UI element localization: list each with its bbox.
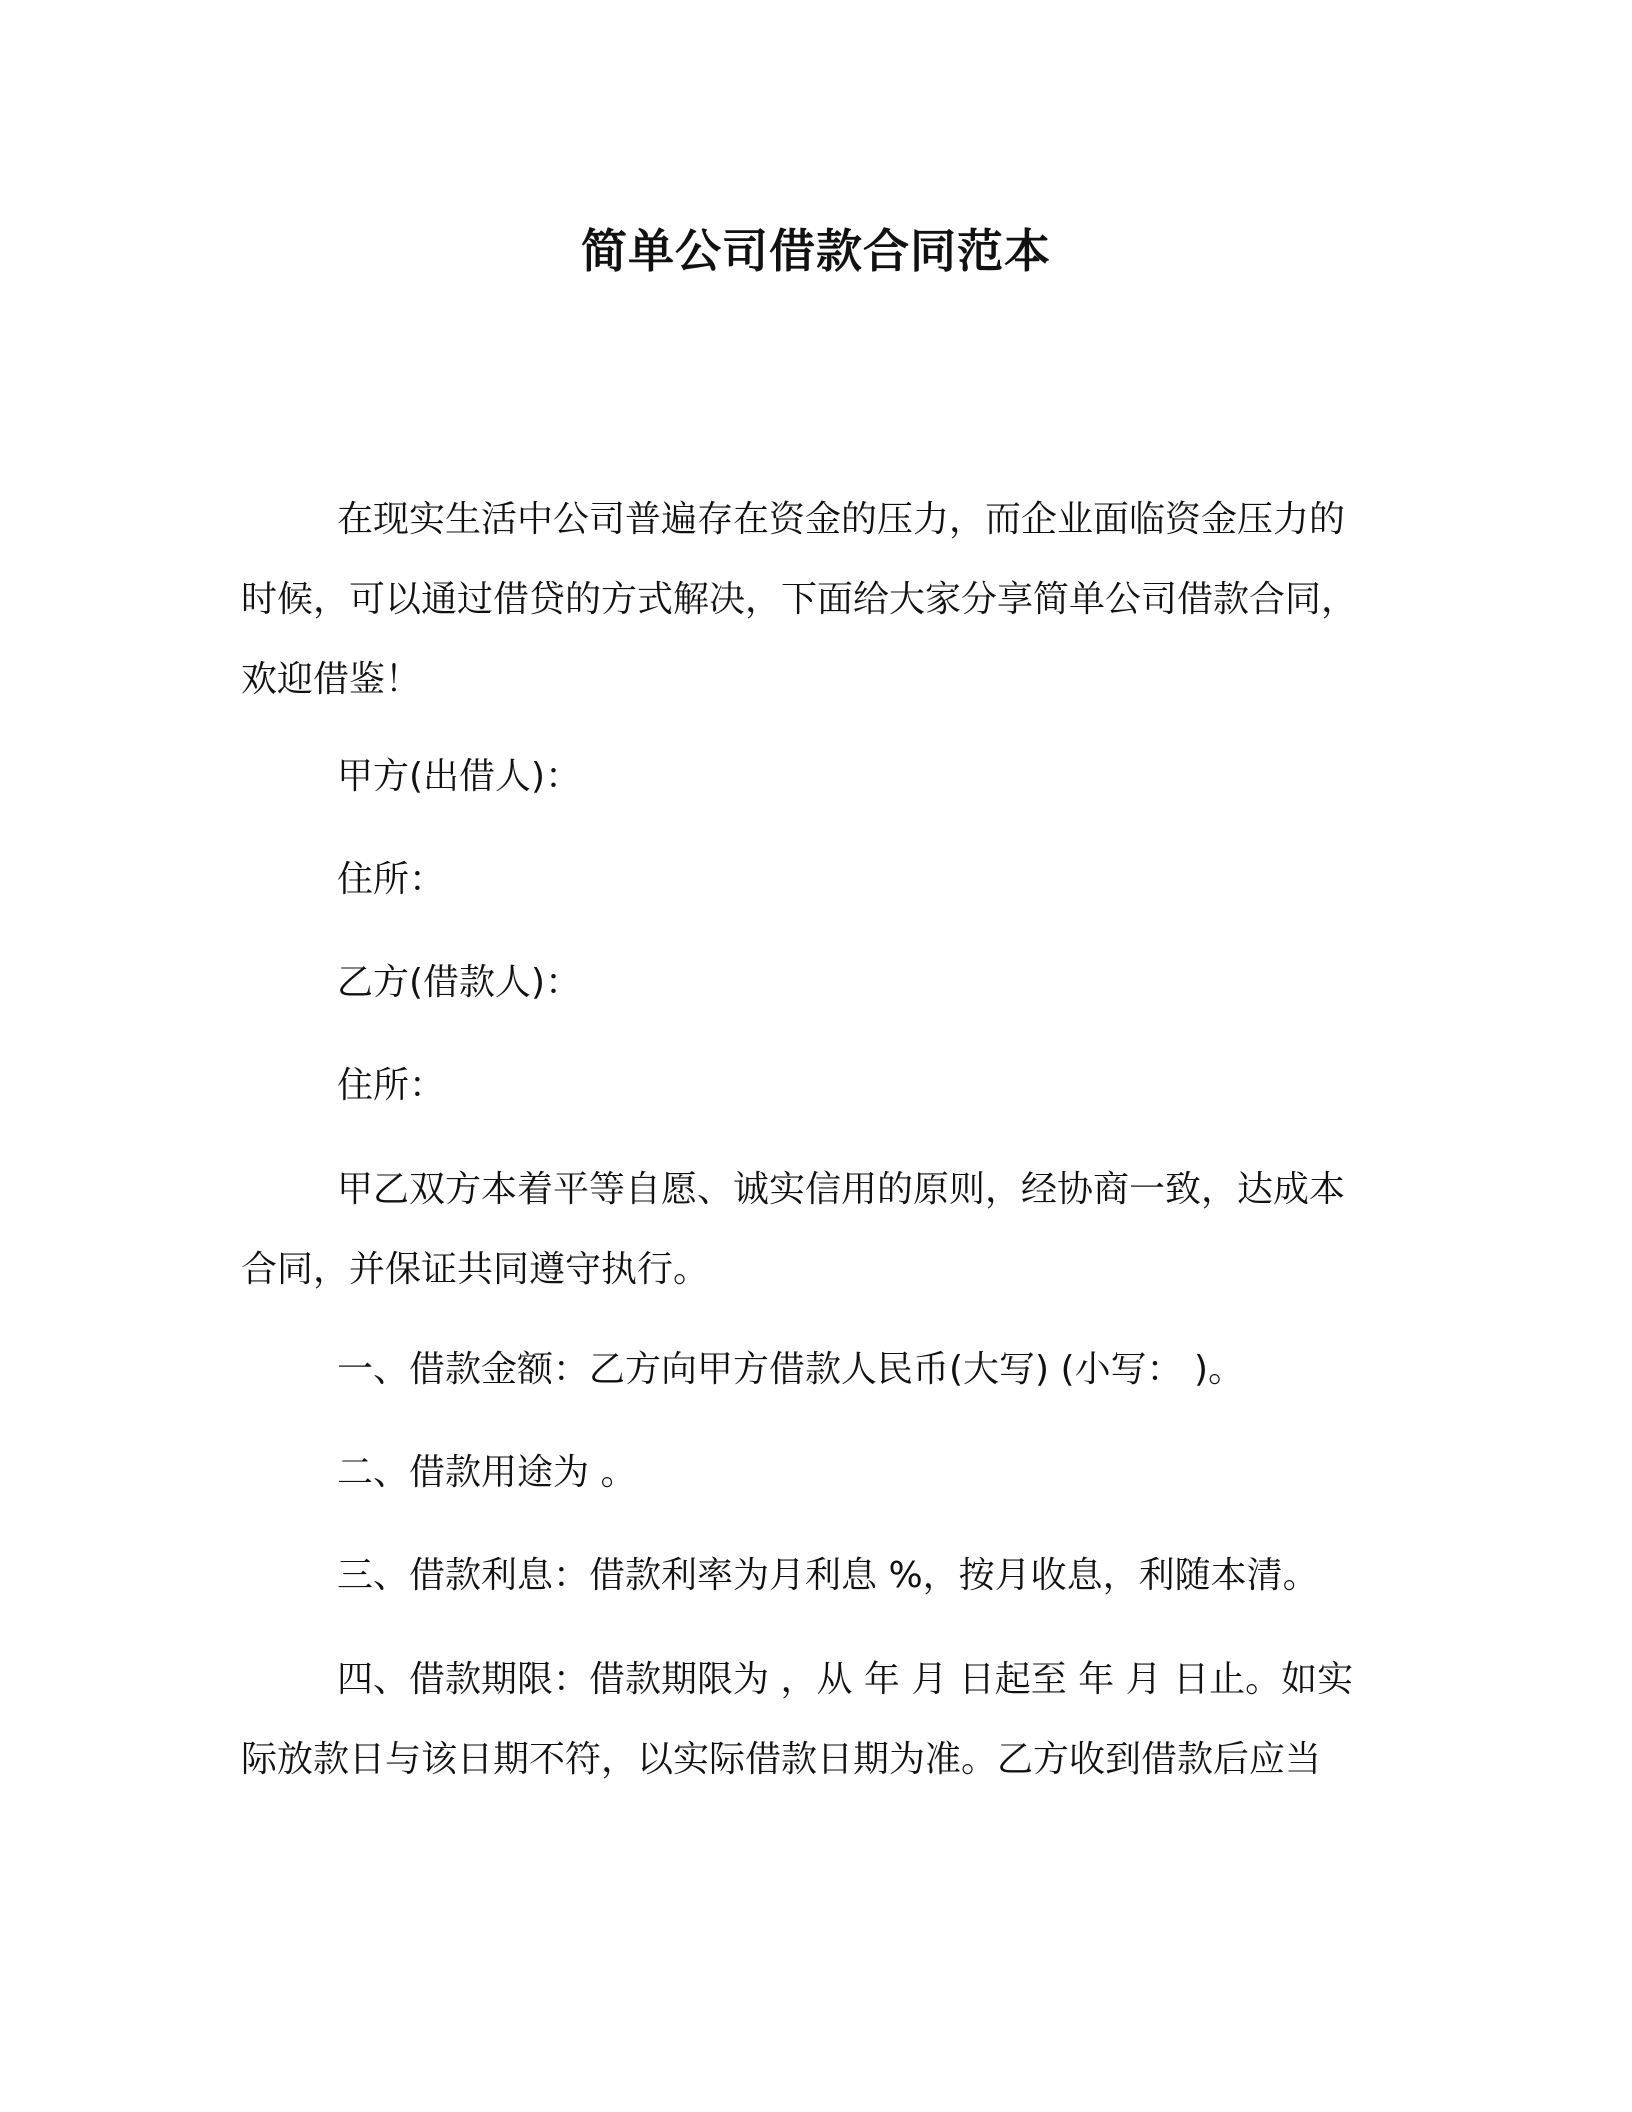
clause-3-text: 三、借款利息：借款利率为月利息 %，按月收息，利随本清。 [337,1555,1319,1596]
clause-2-text: 二、借款用途为 。 [337,1452,637,1493]
party-a-address-line [241,840,1373,920]
agreement-line-1: 甲乙双方本着平等自愿、诚实信用的原则，经协商一致，达成本 [337,1169,1346,1210]
document-title: 简单公司借款合同范本 [581,224,1051,278]
clause-4-line-1: 四、借款期限：借款期限为 ，从 年 月 日起至 年 月 日止。如实 [337,1659,1354,1700]
party-b-line [241,943,1373,1023]
party-b-address-line [241,1046,1373,1126]
clause-4 [241,1640,1373,1800]
intro-line-3: 欢迎借鉴！ [241,659,422,700]
party-b-address-label: 住所： [337,1065,446,1106]
party-b-label: 乙方(借款人)： [337,962,582,1003]
party-a-line [241,737,1373,817]
clause-2 [241,1433,1373,1513]
clause-3 [241,1536,1373,1616]
party-a-label: 甲方(出借人)： [337,756,582,797]
clause-4-line-2: 际放款日与该日期不符，以实际借款日期为准。乙方收到借款后应当 [241,1739,1322,1780]
intro-paragraph [241,480,1373,720]
intro-line-1: 在现实生活中公司普遍存在资金的压力，而企业面临资金压力的 [337,499,1346,540]
intro-line-2: 时候，可以通过借贷的方式解决，下面给大家分享简单公司借款合同， [241,579,1358,620]
clause-1 [241,1330,1373,1410]
agreement-paragraph [241,1150,1373,1310]
party-a-address-label: 住所： [337,859,446,900]
agreement-line-2: 合同，并保证共同遵守执行。 [241,1249,710,1290]
clause-1-text: 一、借款金额：乙方向甲方借款人民币(大写) (小写： )。 [337,1349,1245,1390]
